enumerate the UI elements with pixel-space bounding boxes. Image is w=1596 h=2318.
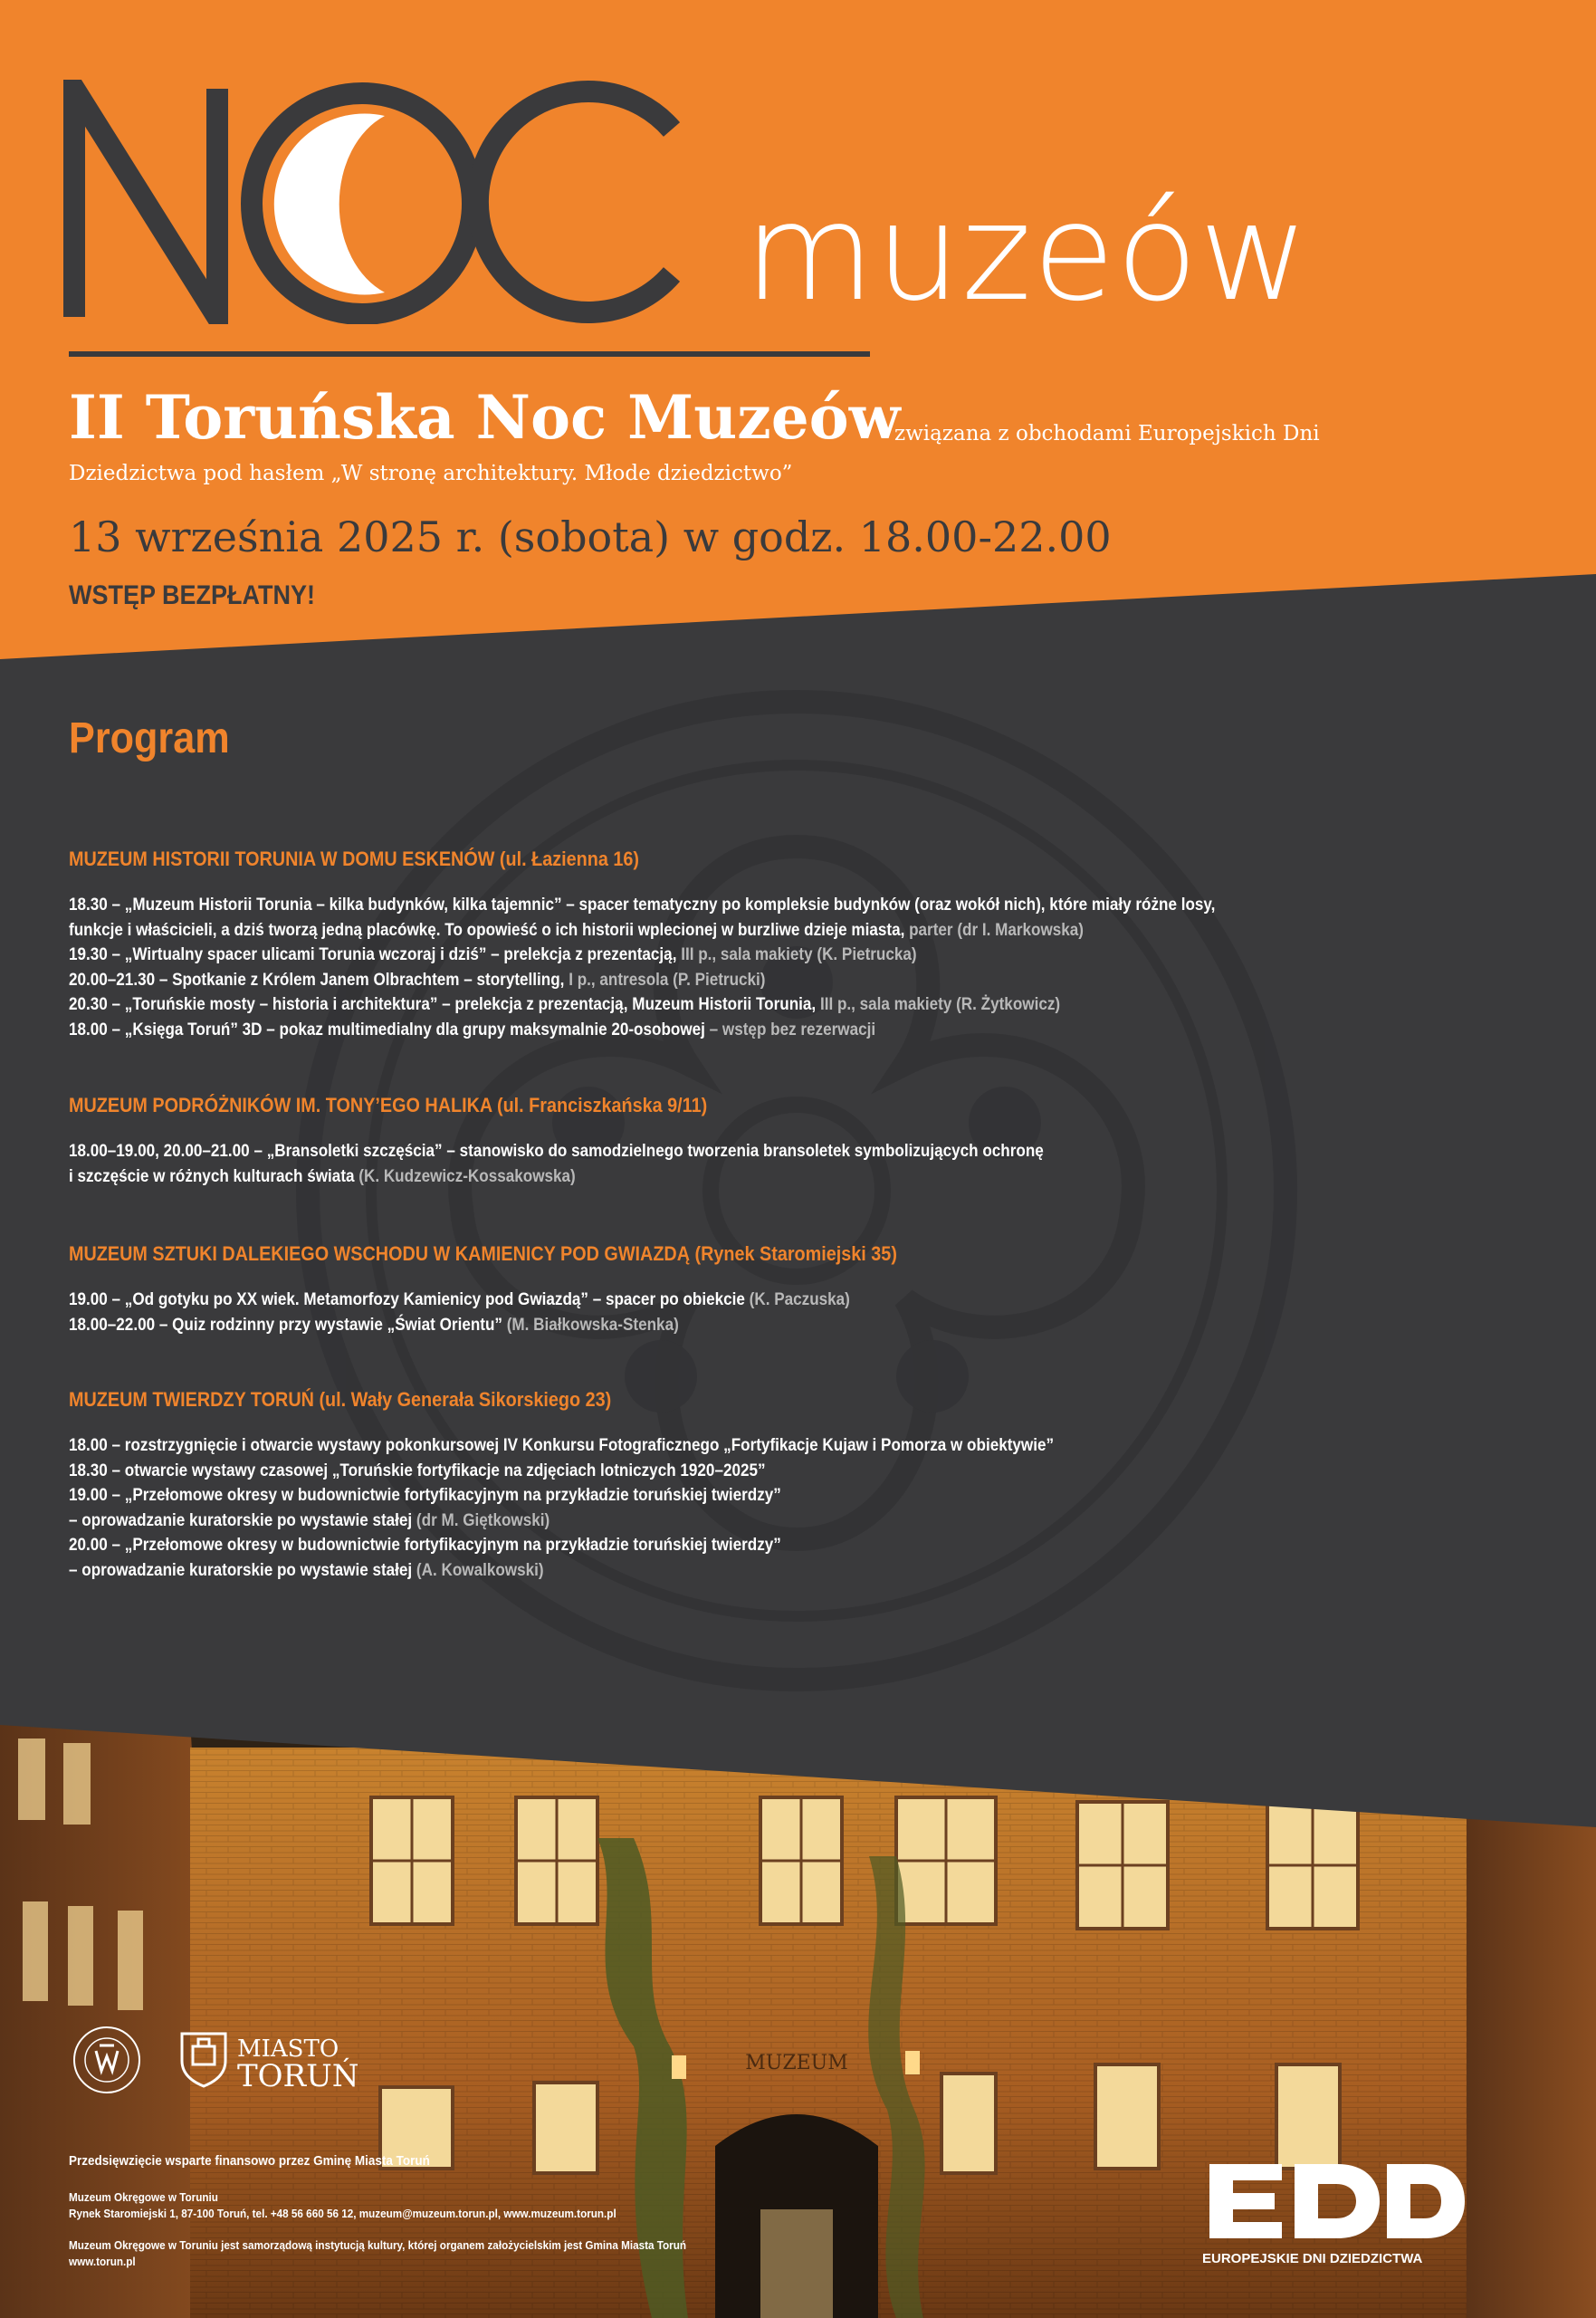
program-item: 19.30 – „Wirtualny spacer ulicami Torunia wczoraj i dziś” – prelekcja z prezentacją, III p., sala makiety (K. Pietrucka) (69, 945, 917, 964)
org-address: Rynek Staromiejski 1, 87-100 Toruń, tel. +48 56 660 56 12, muzeum@muzeum.torun.pl, www.muzeum.torun.pl (69, 2207, 616, 2220)
museum-seal-logo (71, 2024, 143, 2096)
org-note: Muzeum Okręgowe w Toruniu jest samorządową instytucją kultury, której organem założycielskim jest Gmina Miasta Toruń (69, 2238, 687, 2252)
muzeow-wordmark: muzeów (744, 175, 1310, 330)
program-item: 20.00–21.30 – Spotkanie z Królem Janem Olbrachtem – storytelling, I p., antresola (P. Pietrucki) (69, 970, 766, 990)
edd-logo (1202, 2157, 1467, 2246)
edition-title: II Toruńska Noc Muzeów (69, 382, 901, 453)
edd-label: EUROPEJSKIE DNI DZIEDZICTWA (1202, 2251, 1423, 2266)
program-item: 18.00 – rozstrzygnięcie i otwarcie wystawy pokonkursowej IV Konkursu Fotograficznego „Fortyfikacje Kujaw i Pomorza w obiektywie” (69, 1436, 1055, 1455)
program-item: 19.00 – „Przełomowe okresy w budownictwie fortyfikacyjnym na przykładzie toruńskiej twierdzy” (69, 1486, 781, 1505)
free-entry-label: WSTĘP BEZPŁATNY! (69, 580, 316, 610)
edition-note-line2: Dziedzictwa pod hasłem „W stronę architektury. Młode dziedzictwo” (69, 462, 793, 485)
section-title: MUZEUM SZTUKI DALEKIEGO WSCHODU W KAMIENICY POD GWIAZDĄ (Rynek Staromiejski 35) (69, 1242, 897, 1265)
program-item: 18.30 – „Muzeum Historii Torunia – kilka budynków, kilka tajemnic” – spacer tematyczny po kompleksie budynków (oraz wokół nich), które miały różne losy, (69, 896, 1216, 915)
program-item: funkcje i właścicieli, a dziś tworzą jedną placówkę. To opowieść o ich historii wplecionej w burzliwe dzieje miasta, parter (dr I. Markowska) (69, 920, 1085, 940)
program-item: – oprowadzanie kuratorskie po wystawie stałej (A. Kowalkowski) (69, 1560, 544, 1580)
program-item: – oprowadzanie kuratorskie po wystawie stałej (dr M. Giętkowski) (69, 1510, 550, 1530)
event-date: 13 września 2025 r. (sobota) w godz. 18.00-22.00 (69, 512, 1112, 561)
program-item: i szczęście w różnych kulturach świata (K. Kudzewicz-Kossakowska) (69, 1166, 576, 1186)
header-rule (69, 351, 870, 357)
program-item: 18.00–19.00, 20.00–21.00 – „Bransoletki szczęścia” – stanowisko do samodzielnego tworzenia bransoletek symbolizujących ochronę (69, 1142, 1044, 1161)
city-crest-logo (177, 2028, 231, 2088)
city-logo-line2: TORUŃ (237, 2058, 359, 2094)
program-item: 18.00–22.00 – Quiz rodzinny przy wystawie „Świat Orientu” (M. Białkowska-Stenka) (69, 1315, 679, 1335)
program-item: 20.30 – „Toruńskie mosty – historia i architektura” – prelekcja z prezentacją, Muzeum Historii Torunia, III p., sala makiety (R. Żytkowicz) (69, 995, 1061, 1014)
section-title: MUZEUM HISTORII TORUNIA W DOMU ESKENÓW (ul. Łazienna 16) (69, 848, 639, 870)
museum-sign: MUZEUM (745, 2052, 848, 2074)
city-logo-line1: MIASTO (237, 2035, 339, 2063)
program-section-2 (69, 1096, 1324, 1189)
edition-note-line1: związana z obchodami Europejskich Dni (894, 422, 1320, 445)
program-heading: Program (69, 714, 230, 762)
program-item: 20.00 – „Przełomowe okresy w budownictwie fortyfikacyjnym na przykładzie toruńskiej twierdzy” (69, 1536, 781, 1555)
program-section-3 (69, 1244, 1324, 1337)
noc-logo (63, 80, 697, 324)
program-item: 18.30 – otwarcie wystawy czasowej „Toruńskie fortyfikacje na zdjęciach lotniczych 1920–2025” (69, 1461, 766, 1480)
org-name: Muzeum Okręgowe w Toruniu (69, 2190, 218, 2204)
city-url: www.torun.pl (69, 2255, 136, 2268)
program-section-4 (69, 1390, 1324, 1583)
city-logo-text (237, 2037, 359, 2092)
sponsor-note: Przedsięwzięcie wsparte finansowo przez Gminę Miasta Toruń (69, 2153, 430, 2169)
program-section-1 (69, 849, 1324, 1042)
program-item: 18.00 – „Księga Toruń” 3D – pokaz multimedialny dla grupy maksymalnie 20-osobowej – wstęp bez rezerwacji (69, 1020, 876, 1039)
section-title: MUZEUM TWIERDZY TORUŃ (ul. Wały Generała Sikorskiego 23) (69, 1388, 612, 1411)
section-title: MUZEUM PODRÓŻNIKÓW IM. TONY’EGO HALIKA (ul. Franciszkańska 9/11) (69, 1094, 708, 1116)
program-item: 19.00 – „Od gotyku po XX wiek. Metamorfozy Kamienicy pod Gwiazdą” – spacer po obiekcie (K. Paczuska) (69, 1290, 850, 1309)
